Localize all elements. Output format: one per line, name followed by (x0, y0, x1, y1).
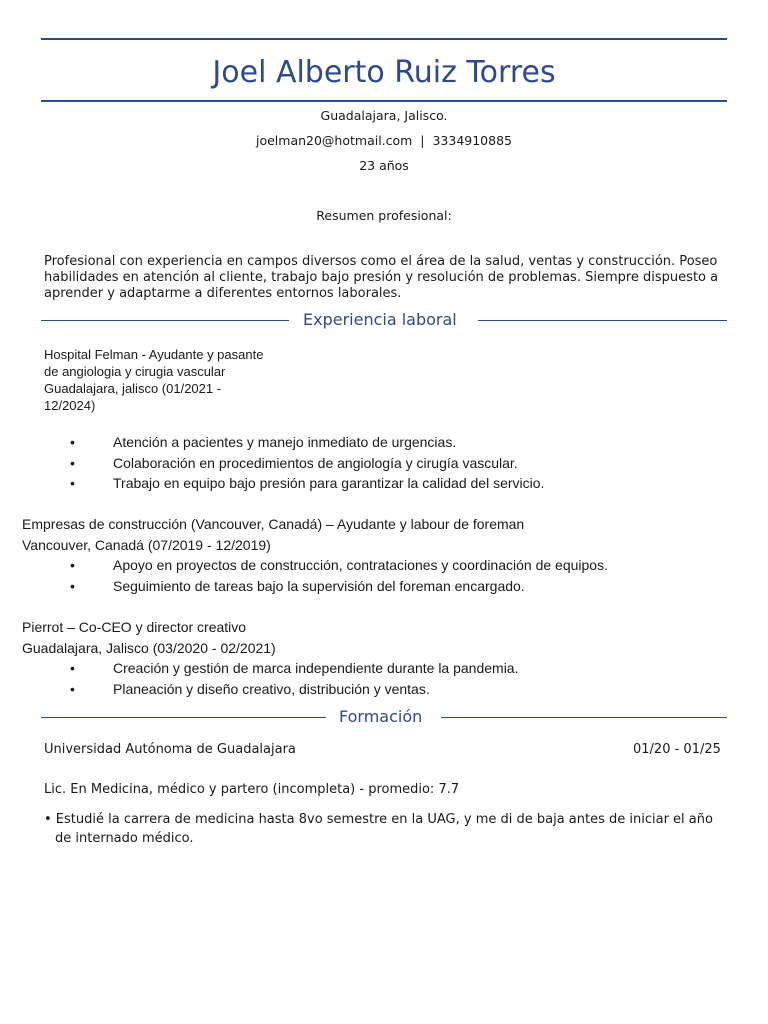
list-item (70, 576, 608, 597)
bullet-icon: • (70, 475, 75, 491)
list-item (70, 679, 519, 700)
list-item-text: Atención a pacientes y manejo inmediato de urgencias. (113, 434, 457, 450)
list-item (70, 453, 544, 474)
divider (41, 717, 326, 718)
bullet-icon: • (70, 454, 75, 471)
job-line: Pierrot – Co-CEO y director creativo (22, 619, 247, 635)
job-line: Empresas de construcción (Vancouver, Canadá) – Ayudante y labour de foreman (22, 516, 525, 532)
list-item (70, 473, 544, 494)
school-name: Universidad Autónoma de Guadalajara (44, 742, 296, 757)
bullet-icon: • (70, 557, 75, 573)
job-bullets (70, 555, 608, 596)
experience-section-header (41, 310, 727, 330)
job-line: Guadalajara, jalisco (01/2021 - (44, 381, 222, 396)
job-header (22, 514, 722, 555)
bullet-icon: • (70, 577, 75, 594)
location: Guadalajara, Jalisco. (320, 108, 448, 123)
list-item (70, 555, 608, 576)
contact-info: joelman20@hotmail.com | 3334910885 (255, 133, 512, 148)
education-section-header (41, 707, 727, 727)
education-note: de internado médico. (55, 831, 194, 846)
divider (41, 320, 289, 321)
summary-heading: Resumen profesional: (316, 208, 452, 223)
list-item-text: Creación y gestión de marca independiente durante la pandemia. (113, 660, 519, 676)
job-bullets (70, 432, 544, 494)
list-item-text: Apoyo en proyectos de construcción, contrataciones y coordinación de equipos. (113, 557, 608, 573)
divider (478, 320, 727, 321)
list-item-text: Colaboración en procedimientos de angiología y cirugía vascular. (113, 454, 518, 471)
age: 23 años (359, 158, 409, 173)
education-dates: 01/20 - 01/25 (633, 742, 721, 757)
education-title: Formación (339, 707, 423, 726)
name-underline (41, 100, 727, 102)
job-bullets (70, 658, 519, 699)
bullet-icon: • (70, 434, 75, 450)
job-header (22, 617, 722, 658)
job-header (44, 346, 294, 414)
education-note: • Estudié la carrera de medicina hasta 8vo semestre en la UAG, y me di de baja antes de iniciar el año (44, 812, 713, 827)
bullet-icon: • (70, 660, 75, 676)
job-line: Hospital Felman - Ayudante y pasante (44, 347, 264, 362)
person-name: Joel Alberto Ruiz Torres (212, 55, 556, 90)
degree: Lic. En Medicina, médico y partero (incompleta) - promedio: 7.7 (44, 782, 460, 797)
list-item (70, 658, 519, 679)
bullet-icon: • (70, 680, 75, 697)
summary-text: Profesional con experiencia en campos diversos como el área de la salud, ventas y construcción. Poseo habilidades en atención al cliente, trabajo bajo presión y resolución de problemas. Siempre dispuesto a aprender y adaptarme a diferentes entornos laborales. (44, 254, 719, 301)
list-item (70, 432, 544, 453)
list-item-text: Seguimiento de tareas bajo la supervisión del foreman encargado. (113, 577, 525, 594)
job-line: de angiologia y cirugia vascular (44, 364, 226, 379)
experience-title: Experiencia laboral (303, 310, 457, 329)
list-item-text: Trabajo en equipo bajo presión para garantizar la calidad del servicio. (113, 475, 545, 491)
top-rule (41, 38, 727, 40)
list-item-text: Planeación y diseño creativo, distribución y ventas. (113, 680, 430, 697)
job-line: Guadalajara, Jalisco (03/2020 - 02/2021) (22, 639, 276, 656)
job-line: 12/2024) (44, 398, 96, 413)
job-line: Vancouver, Canadá (07/2019 - 12/2019) (22, 536, 271, 553)
divider (441, 717, 727, 718)
